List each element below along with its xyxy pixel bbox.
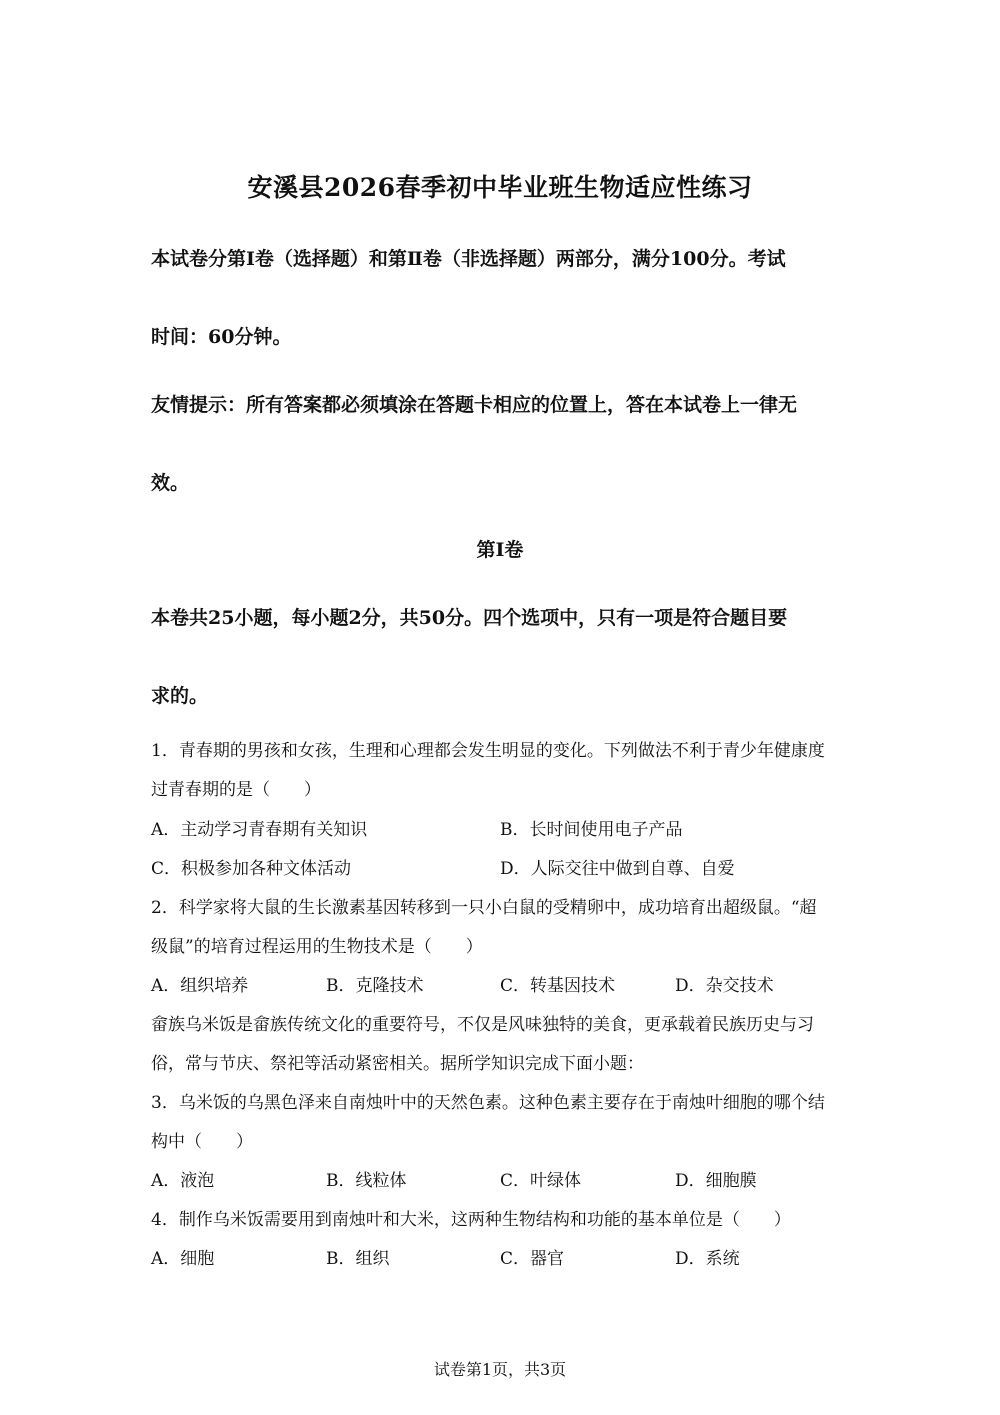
q2-option-a: A．组织培养 <box>151 976 249 996</box>
q1-option-b: B．长时间使用电子产品 <box>500 820 683 840</box>
section-desc-line-2: 求的。 <box>151 685 209 707</box>
q2-stem-line-2: 级鼠”的培育过程运用的生物技术是（ ） <box>151 937 483 957</box>
q1-option-c: C．积极参加各种文体活动 <box>151 859 352 879</box>
material-line-2: 俗，常与节庆、祭祀等活动紧密相关。据所学知识完成下面小题： <box>151 1054 644 1074</box>
q2-option-d: D．杂交技术 <box>675 976 774 996</box>
exam-title: 安溪县2026春季初中毕业班生物适应性练习 <box>247 173 753 202</box>
q3-option-c: C．叶绿体 <box>500 1171 582 1191</box>
q4-option-c: C．器官 <box>500 1249 565 1269</box>
page-footer: 试卷第1页，共3页 <box>433 1360 567 1379</box>
q4-stem-line-1: 4．制作乌米饭需要用到南烛叶和大米，这两种生物结构和功能的基本单位是（ ） <box>151 1210 791 1230</box>
intro-line-1: 本试卷分第Ⅰ卷（选择题）和第Ⅱ卷（非选择题）两部分，满分100分。考试 <box>151 248 786 270</box>
intro-line-2: 时间：60分钟。 <box>151 326 292 348</box>
q3-stem-line-1: 3．乌米饭的乌黑色泽来自南烛叶中的天然色素。这种色素主要存在于南烛叶细胞的哪个结 <box>151 1093 825 1113</box>
section-desc-line-1: 本卷共25小题，每小题2分，共50分。四个选项中，只有一项是符合题目要 <box>151 607 788 629</box>
q1-stem-line-1: 1．青春期的男孩和女孩，生理和心理都会发生明显的变化。下列做法不利于青少年健康度 <box>151 741 825 761</box>
q3-option-b: B．线粒体 <box>326 1171 407 1191</box>
section-heading: 第Ⅰ卷 <box>476 539 524 561</box>
q3-option-d: D．细胞膜 <box>675 1171 757 1191</box>
material-line-1: 畲族乌米饭是畲族传统文化的重要符号，不仅是风味独特的美食，更承载着民族历史与习 <box>151 1015 814 1035</box>
q1-stem-line-2: 过青春期的是（ ） <box>151 780 321 800</box>
q2-option-c: C．转基因技术 <box>500 976 616 996</box>
q3-stem-line-2: 构中（ ） <box>151 1132 253 1152</box>
notice-line-1: 友情提示：所有答案都必须填涂在答题卡相应的位置上，答在本试卷上一律无 <box>151 394 798 416</box>
q3-option-a: A．液泡 <box>151 1171 215 1191</box>
q4-option-a: A．细胞 <box>151 1249 215 1269</box>
q1-option-d: D．人际交往中做到自尊、自爱 <box>500 859 735 879</box>
q2-stem-line-1: 2．科学家将大鼠的生长激素基因转移到一只小白鼠的受精卵中，成功培育出超级鼠。“超 <box>151 898 817 918</box>
q2-option-b: B．克隆技术 <box>326 976 424 996</box>
q4-option-d: D．系统 <box>675 1249 740 1269</box>
q4-option-b: B．组织 <box>326 1249 390 1269</box>
notice-line-2: 效。 <box>151 472 190 494</box>
q1-option-a: A．主动学习青春期有关知识 <box>151 820 368 840</box>
